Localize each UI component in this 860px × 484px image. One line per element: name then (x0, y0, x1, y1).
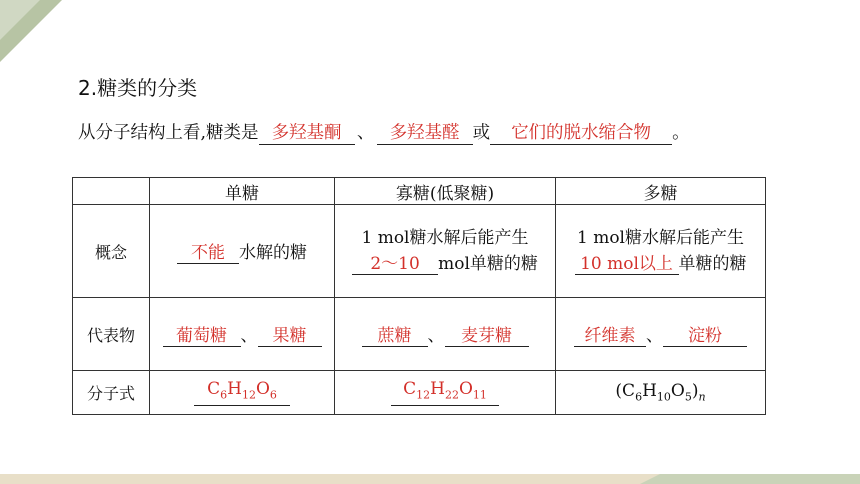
row-label-concept: 概念 (73, 205, 150, 298)
formula-polysaccharide: $(C_6H_{10}O_5)_n$ (615, 381, 706, 404)
cell-rep-oligo (335, 298, 556, 371)
cell-formula-oligo (335, 371, 556, 415)
intro-prefix: 从分子结构上看,糖类是 (78, 123, 259, 143)
header-empty (73, 178, 150, 205)
intro-suffix: 。 (672, 123, 690, 143)
answer-starch: 淀粉 (663, 326, 747, 347)
cell-concept-mono (150, 205, 335, 298)
cell-rep-mono (150, 298, 335, 371)
cell-formula-mono (150, 371, 335, 415)
sugar-classification-table (72, 177, 766, 415)
text-oligo-concept-line1: 1 mol糖水解后能产生 (361, 228, 529, 248)
rep-poly-sep: 、 (646, 326, 663, 346)
intro-sentence (78, 119, 690, 147)
header-oligosaccharide: 寡糖(低聚糖) (335, 178, 556, 205)
cell-formula-poly (556, 371, 766, 415)
blank-ketone: 多羟基酮 (259, 122, 355, 145)
blank-condensate: 它们的脱水缩合物 (490, 122, 672, 145)
header-polysaccharide: 多糖 (556, 178, 766, 205)
rep-mono-sep: 、 (240, 326, 258, 346)
intro-separator-2: 或 (472, 123, 491, 143)
formula-sucrose: $C_{12}H_{22}O_{11}$ (391, 379, 499, 406)
cell-concept-oligo (335, 205, 556, 298)
cell-concept-poly (556, 205, 766, 298)
answer-maltose: 麦芽糖 (445, 326, 529, 347)
table-row-representative (73, 298, 766, 371)
row-label-representative: 代表物 (73, 298, 150, 371)
row-label-formula: 分子式 (73, 371, 150, 415)
header-monosaccharide: 单糖 (150, 178, 335, 205)
rep-oligo-sep: 、 (427, 326, 445, 346)
text-poly-concept-line2: 单糖的糖 (678, 254, 747, 274)
table-row-formula (73, 371, 766, 415)
answer-fructose: 果糖 (258, 326, 322, 347)
answer-mono-concept: 不能 (177, 243, 239, 264)
section-heading: 2.糖类的分类 (78, 76, 198, 100)
text-poly-concept-line1: 1 mol糖水解后能产生 (576, 228, 744, 248)
answer-cellulose: 纤维素 (574, 326, 646, 347)
answer-glucose: 葡萄糖 (163, 326, 241, 347)
answer-oligo-concept: 2～10 (352, 254, 438, 275)
bottom-decorative-band (0, 470, 860, 484)
answer-poly-concept: 10 mol以上 (575, 254, 679, 275)
cell-rep-poly (556, 298, 766, 371)
table-row-concept (73, 205, 766, 298)
intro-separator-1: 、 (356, 123, 375, 143)
corner-triangle-decoration (0, 0, 62, 62)
formula-glucose: $C_6H_{12}O_6$ (194, 379, 290, 406)
blank-aldehyde: 多羟基醛 (377, 122, 473, 145)
text-mono-concept: 水解的糖 (239, 243, 307, 263)
table-header-row (73, 178, 766, 205)
answer-sucrose: 蔗糖 (362, 326, 428, 347)
text-oligo-concept-line2: mol单糖的糖 (438, 254, 538, 274)
